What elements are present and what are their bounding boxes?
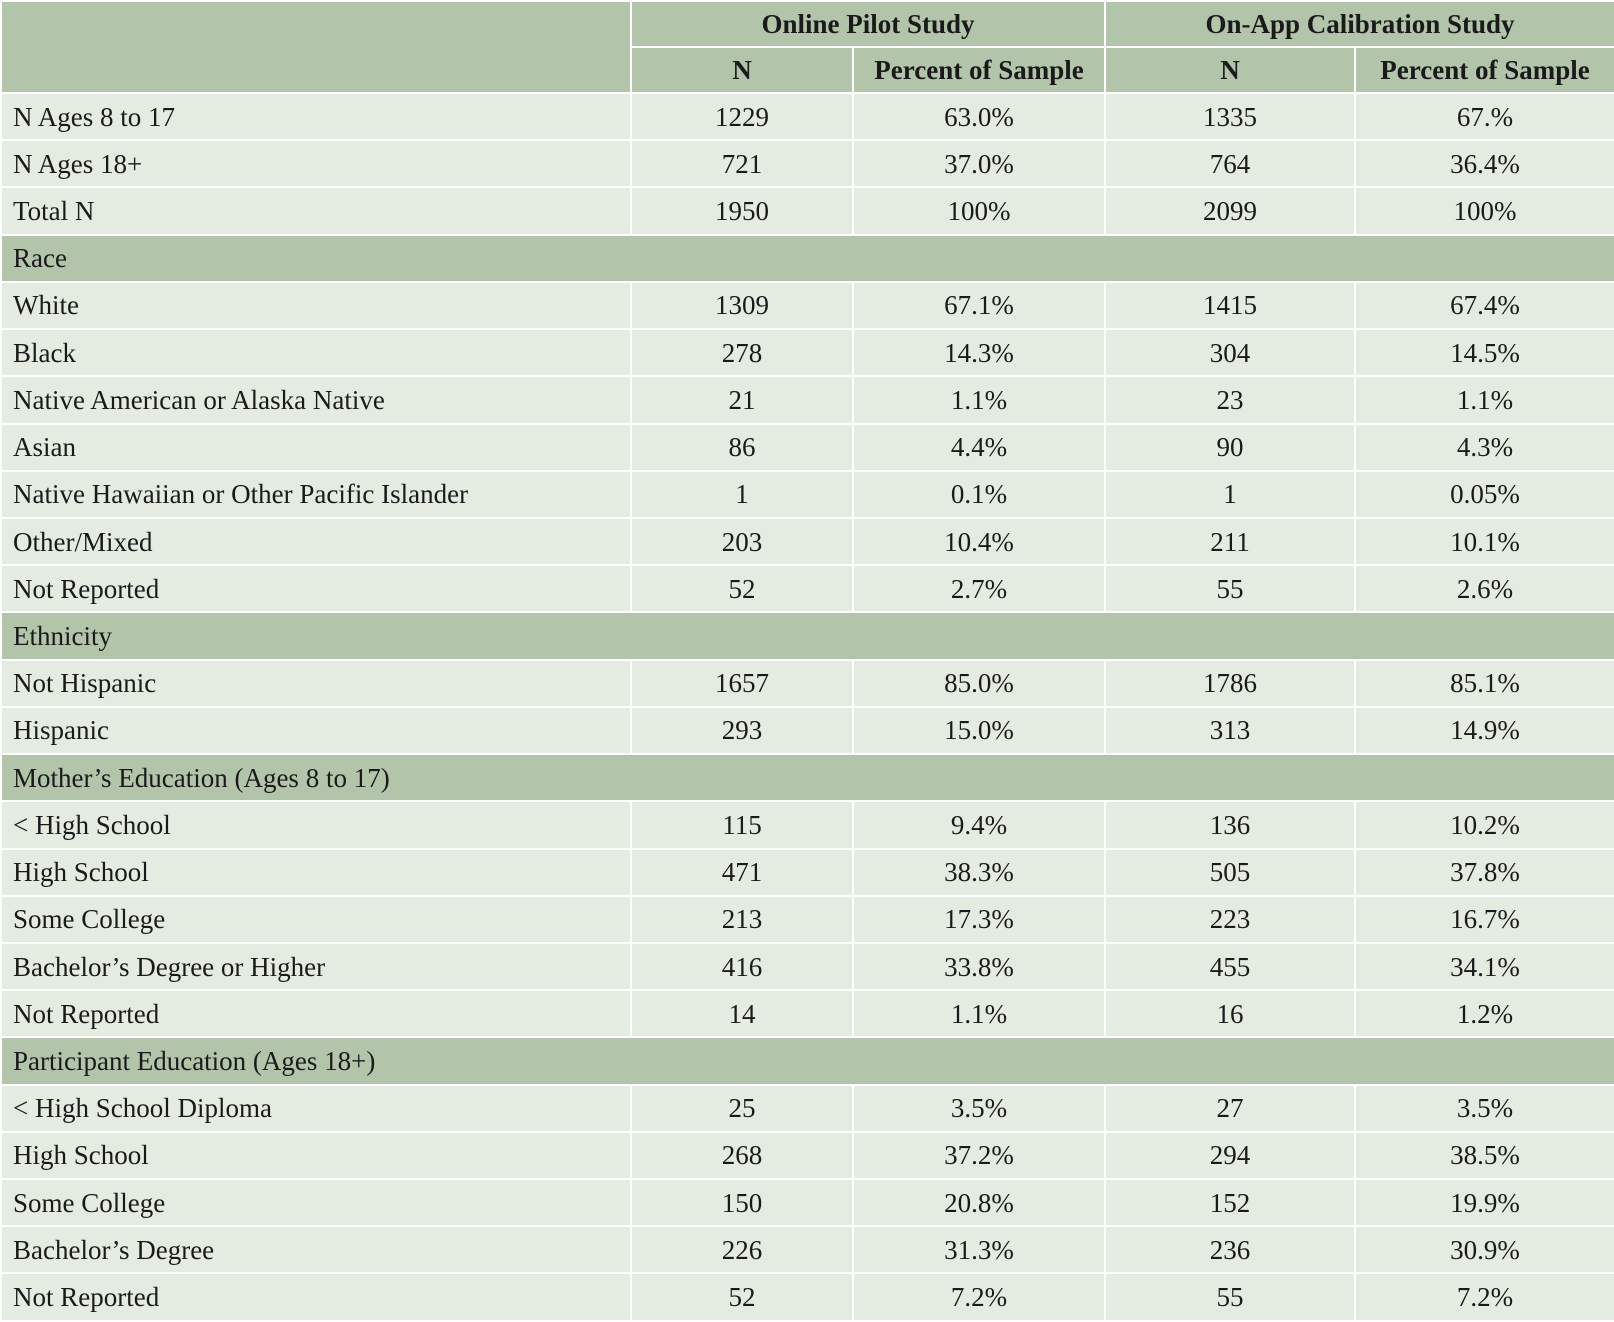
row-label: N Ages 8 to 17: [1, 93, 631, 140]
table-row: [1, 471, 1614, 518]
row-label: Native Hawaiian or Other Pacific Islander: [1, 471, 631, 518]
header-online-pilot-study: Online Pilot Study: [631, 1, 1105, 47]
table-header: [1, 1, 1614, 93]
table-row: [1, 1226, 1614, 1273]
row-label: Native American or Alaska Native: [1, 376, 631, 423]
onapp-n-cell: 55: [1105, 565, 1355, 612]
online-n-cell: 203: [631, 518, 853, 565]
table-row: [1, 187, 1614, 234]
onapp-n-cell: 294: [1105, 1132, 1355, 1179]
onapp-percent-cell: 36.4%: [1355, 140, 1614, 187]
table-row: [1, 565, 1614, 612]
online-n-cell: 1: [631, 471, 853, 518]
onapp-n-cell: 505: [1105, 849, 1355, 896]
onapp-n-cell: 2099: [1105, 187, 1355, 234]
onapp-percent-cell: 1.1%: [1355, 376, 1614, 423]
onapp-n-cell: 1415: [1105, 282, 1355, 329]
table-row: [1, 990, 1614, 1037]
onapp-percent-cell: 100%: [1355, 187, 1614, 234]
row-label: < High School: [1, 801, 631, 848]
table-row: [1, 943, 1614, 990]
section-header-row: [1, 612, 1614, 659]
onapp-n-cell: 764: [1105, 140, 1355, 187]
online-percent-cell: 37.0%: [853, 140, 1105, 187]
section-header-label: Ethnicity: [1, 612, 1614, 659]
online-n-cell: 1950: [631, 187, 853, 234]
onapp-percent-cell: 19.9%: [1355, 1179, 1614, 1226]
table-row: [1, 140, 1614, 187]
row-label: Bachelor’s Degree: [1, 1226, 631, 1273]
onapp-n-cell: 236: [1105, 1226, 1355, 1273]
online-n-cell: 268: [631, 1132, 853, 1179]
header-on-app-calibration-study: On-App Calibration Study: [1105, 1, 1614, 47]
row-label: Not Hispanic: [1, 660, 631, 707]
row-label: High School: [1, 849, 631, 896]
table-row: [1, 424, 1614, 471]
onapp-n-cell: 313: [1105, 707, 1355, 754]
online-n-cell: 1657: [631, 660, 853, 707]
online-percent-cell: 33.8%: [853, 943, 1105, 990]
table-row: [1, 707, 1614, 754]
onapp-percent-cell: 3.5%: [1355, 1085, 1614, 1132]
onapp-n-cell: 152: [1105, 1179, 1355, 1226]
table-row: [1, 93, 1614, 140]
onapp-n-cell: 1: [1105, 471, 1355, 518]
onapp-percent-cell: 0.05%: [1355, 471, 1614, 518]
header-online-percent: Percent of Sample: [853, 47, 1105, 93]
online-percent-cell: 20.8%: [853, 1179, 1105, 1226]
table-row: [1, 282, 1614, 329]
section-header-label: Mother’s Education (Ages 8 to 17): [1, 754, 1614, 801]
onapp-n-cell: 16: [1105, 990, 1355, 1037]
online-percent-cell: 9.4%: [853, 801, 1105, 848]
onapp-percent-cell: 10.2%: [1355, 801, 1614, 848]
row-label: N Ages 18+: [1, 140, 631, 187]
online-n-cell: 721: [631, 140, 853, 187]
online-n-cell: 293: [631, 707, 853, 754]
online-n-cell: 226: [631, 1226, 853, 1273]
onapp-percent-cell: 85.1%: [1355, 660, 1614, 707]
row-label: Not Reported: [1, 1273, 631, 1321]
onapp-percent-cell: 7.2%: [1355, 1273, 1614, 1321]
online-percent-cell: 31.3%: [853, 1226, 1105, 1273]
online-n-cell: 52: [631, 1273, 853, 1321]
table-row: [1, 376, 1614, 423]
online-percent-cell: 15.0%: [853, 707, 1105, 754]
online-n-cell: 416: [631, 943, 853, 990]
onapp-percent-cell: 4.3%: [1355, 424, 1614, 471]
section-header-label: Race: [1, 235, 1614, 282]
row-label: Black: [1, 329, 631, 376]
online-percent-cell: 100%: [853, 187, 1105, 234]
online-percent-cell: 0.1%: [853, 471, 1105, 518]
onapp-percent-cell: 37.8%: [1355, 849, 1614, 896]
online-n-cell: 278: [631, 329, 853, 376]
table-row: [1, 896, 1614, 943]
online-percent-cell: 4.4%: [853, 424, 1105, 471]
online-percent-cell: 2.7%: [853, 565, 1105, 612]
online-percent-cell: 63.0%: [853, 93, 1105, 140]
online-percent-cell: 3.5%: [853, 1085, 1105, 1132]
row-label: Asian: [1, 424, 631, 471]
row-label: Some College: [1, 896, 631, 943]
row-label: White: [1, 282, 631, 329]
onapp-percent-cell: 30.9%: [1355, 1226, 1614, 1273]
onapp-percent-cell: 16.7%: [1355, 896, 1614, 943]
row-label: Bachelor’s Degree or Higher: [1, 943, 631, 990]
online-n-cell: 150: [631, 1179, 853, 1226]
onapp-n-cell: 27: [1105, 1085, 1355, 1132]
online-n-cell: 471: [631, 849, 853, 896]
row-label: Other/Mixed: [1, 518, 631, 565]
header-onapp-n: N: [1105, 47, 1355, 93]
online-percent-cell: 1.1%: [853, 376, 1105, 423]
online-percent-cell: 1.1%: [853, 990, 1105, 1037]
online-percent-cell: 67.1%: [853, 282, 1105, 329]
online-n-cell: 25: [631, 1085, 853, 1132]
onapp-percent-cell: 14.9%: [1355, 707, 1614, 754]
online-n-cell: 1229: [631, 93, 853, 140]
online-percent-cell: 10.4%: [853, 518, 1105, 565]
section-header-row: [1, 1037, 1614, 1084]
onapp-n-cell: 455: [1105, 943, 1355, 990]
table-row: [1, 329, 1614, 376]
onapp-n-cell: 136: [1105, 801, 1355, 848]
header-onapp-percent: Percent of Sample: [1355, 47, 1614, 93]
table-row: [1, 801, 1614, 848]
table-row: [1, 518, 1614, 565]
onapp-n-cell: 211: [1105, 518, 1355, 565]
online-percent-cell: 85.0%: [853, 660, 1105, 707]
row-label: Not Reported: [1, 990, 631, 1037]
section-header-label: Participant Education (Ages 18+): [1, 1037, 1614, 1084]
table-row: [1, 1273, 1614, 1321]
table-row: [1, 1085, 1614, 1132]
header-empty-cell: [1, 1, 631, 93]
online-n-cell: 115: [631, 801, 853, 848]
onapp-n-cell: 1335: [1105, 93, 1355, 140]
online-percent-cell: 14.3%: [853, 329, 1105, 376]
onapp-n-cell: 1786: [1105, 660, 1355, 707]
table-row: [1, 849, 1614, 896]
online-n-cell: 21: [631, 376, 853, 423]
onapp-n-cell: 23: [1105, 376, 1355, 423]
online-percent-cell: 37.2%: [853, 1132, 1105, 1179]
online-n-cell: 213: [631, 896, 853, 943]
online-n-cell: 52: [631, 565, 853, 612]
onapp-percent-cell: 34.1%: [1355, 943, 1614, 990]
onapp-percent-cell: 38.5%: [1355, 1132, 1614, 1179]
section-header-row: [1, 754, 1614, 801]
row-label: Total N: [1, 187, 631, 234]
table-body: [1, 93, 1614, 1321]
row-label: Not Reported: [1, 565, 631, 612]
onapp-percent-cell: 14.5%: [1355, 329, 1614, 376]
onapp-n-cell: 55: [1105, 1273, 1355, 1321]
onapp-n-cell: 223: [1105, 896, 1355, 943]
row-label: < High School Diploma: [1, 1085, 631, 1132]
onapp-n-cell: 90: [1105, 424, 1355, 471]
row-label: High School: [1, 1132, 631, 1179]
online-percent-cell: 17.3%: [853, 896, 1105, 943]
online-percent-cell: 7.2%: [853, 1273, 1105, 1321]
header-group-row: [1, 1, 1614, 47]
table-row: [1, 660, 1614, 707]
onapp-percent-cell: 67.%: [1355, 93, 1614, 140]
onapp-percent-cell: 10.1%: [1355, 518, 1614, 565]
row-label: Hispanic: [1, 707, 631, 754]
row-label: Some College: [1, 1179, 631, 1226]
onapp-percent-cell: 1.2%: [1355, 990, 1614, 1037]
onapp-percent-cell: 67.4%: [1355, 282, 1614, 329]
table-row: [1, 1179, 1614, 1226]
online-percent-cell: 38.3%: [853, 849, 1105, 896]
online-n-cell: 1309: [631, 282, 853, 329]
onapp-n-cell: 304: [1105, 329, 1355, 376]
header-online-n: N: [631, 47, 853, 93]
section-header-row: [1, 235, 1614, 282]
online-n-cell: 86: [631, 424, 853, 471]
table-row: [1, 1132, 1614, 1179]
onapp-percent-cell: 2.6%: [1355, 565, 1614, 612]
online-n-cell: 14: [631, 990, 853, 1037]
